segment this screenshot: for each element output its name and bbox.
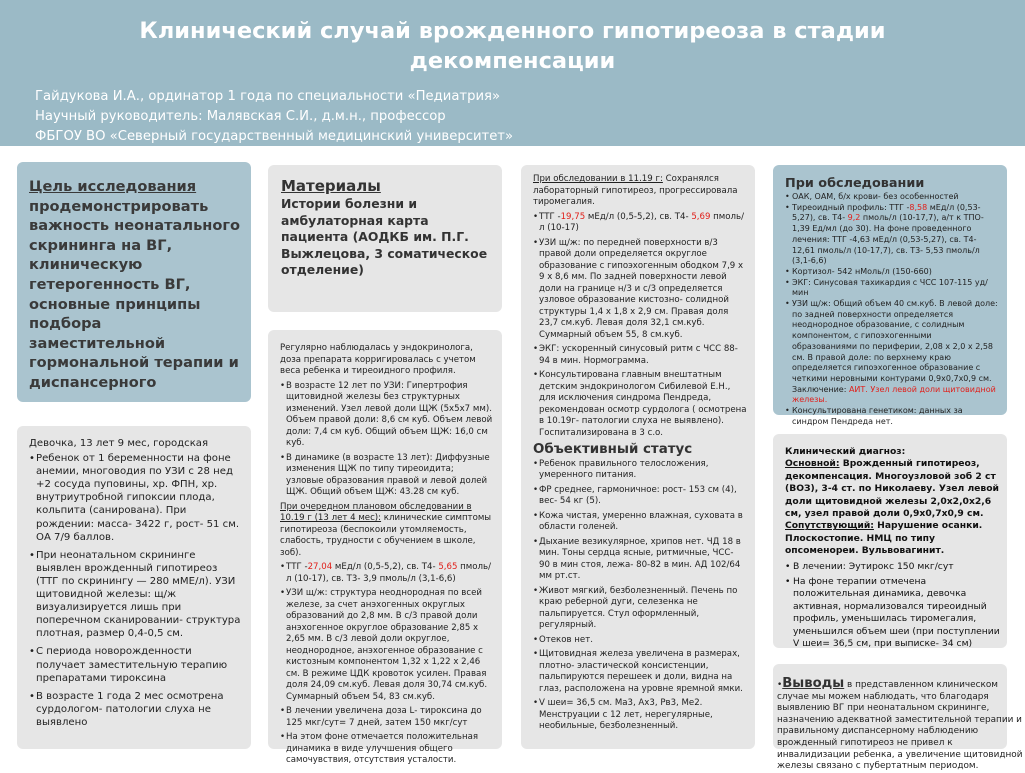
list-item: • ФР среднее, гармоничное: рост- 153 см (4), вес- 54 кг (5).	[533, 485, 747, 508]
list-item: • Кожа чистая, умеренно влажная, суховата в области голеней.	[533, 511, 747, 534]
ultrasound-conclusion: АИТ. Узел левой доли щитовидной железы.	[792, 384, 996, 405]
case-panel	[17, 426, 251, 749]
exam-1119-list	[533, 212, 747, 440]
list-item: • Консультирована генетиком: данных за синдром Пендреда нет.	[785, 406, 999, 427]
examination-panel	[773, 165, 1007, 426]
materials-text: Истории болезни и амбулаторная карта пациента (АОДКБ им. П.Г. Выжлецова, 3 соматическое отделение)	[281, 196, 488, 278]
list-item: • Живот мягкий, безболезненный. Печень по краю реберной дуги, селезенка не пальпируется. Стул оформленный, регулярный.	[533, 586, 747, 632]
list-item: • УЗИ щ/ж: по передней поверхности в/3 правой доли определяется округлое образование с гипоэхогенным ободком 7,9 х 9 х 8,6 мм. По задней поверхности левой доли на границе н/3 и с/3 определяется узловое образование кистозно- солидной структуры 1,4 х 1,8 х 2,9 см. Правая доля 23,7 см.куб. Левая доля 32,1 см.куб. Суммарный объем 55, 8 см.куб.	[533, 238, 747, 342]
t4-value: 9,2	[847, 213, 861, 223]
t4-ref: пмоль/л (10-17)	[539, 211, 744, 233]
list-item: • На этом фоне отмечается положительная динамика в виде улучшения общего самочувствия, отсутствия усталости.	[280, 732, 494, 767]
goal-panel	[17, 162, 251, 402]
examination-list	[785, 192, 999, 427]
t4-ref: пмоль/л (10-17), св. Т3- 3,9 пмоль/л (3,1-6,6)	[286, 562, 491, 584]
author-line: Гайдукова И.А., ординатор 1 года по специальности «Педиатрия»	[35, 89, 501, 104]
conclusions-panel	[773, 664, 1023, 772]
supervisor-line: Научный руководитель: Малявская С.И., д.м.н., профессор	[35, 109, 446, 124]
list-item: • Щитовидная железа увеличена в размерах, плотно- эластической консистенции, пальпируются перешеек и доли, видна на глаз, расположена на уровне яремной ямки.	[533, 649, 747, 695]
followup-exam	[280, 502, 494, 560]
followup-exam-text: клинические симптомы гипотиреоза (беспокоили утомляемость, слабость, трудности с обучением в школе, зоб).	[280, 513, 492, 558]
list-item: • На фоне терапии отмечена положительная динамика, девочка активная, нормализовался тиреоидный профиль, уменьшилась тиромегалия, уменьшился объем шеи (при поступлении V шеи= 36,5 см, при выписке- 34 см)	[785, 576, 1001, 650]
tsh-value: 27,04	[307, 562, 333, 572]
list-item: • В лечении увеличена доза L- тироксина до 125 мкг/сут= 7 дней, затем 150 мкг/сут	[280, 706, 494, 729]
institution-line: ФБГОУ ВО «Северный государственный медицинский университет»	[35, 129, 514, 144]
list-item: • ОАК, ОАМ, б/х крови- без особенностей	[785, 192, 999, 203]
list-item: • В динамике (в возрасте 13 лет): Диффузные изменения ЩЖ по типу тиреоидита; узловые образования правой и левой долей ЩЖ. Общий объем ЩЖ: 43.28 см куб.	[280, 453, 494, 499]
list-item: • Консультирована главным внештатным детским эндокринологом Сибилевой Е.Н., для исключения синдрома Пендреда, рекомендован осмотр сурдолога ( осмотрена в 10.19г- патологии слуха не выявлено). Госпитализирована в 3 с.о.	[533, 370, 747, 439]
diagnosis-main	[785, 458, 1001, 520]
tsh-value: 8,58	[909, 202, 928, 212]
case-intro: Девочка, 13 лет 9 мес, городская	[29, 438, 209, 449]
tsh-ref: мЕд/л (0,5-5,2), св. Т4-	[585, 211, 692, 222]
diagnosis-panel	[773, 434, 1007, 648]
materials-panel	[268, 165, 502, 312]
goal-body: продемонстрировать важность неонатального скрининга на ВГ, клиническую гетерогенность ВГ, основные принципы подбора заместительной гормональной терапии и диспансерного	[29, 197, 241, 391]
poster-header	[0, 0, 1025, 146]
list-item: • ЭКГ: ускоренный синусовый ритм с ЧСС 88-94 в мин. Нормограмма.	[533, 344, 747, 367]
list-item: • В возрасте 12 лет по УЗИ: Гипертрофия щитовидной железы без структурных изменений. Узел левой доли ЩЖ (5х5х7 мм). Объем правой доли: 8,6 см куб. Объем левой доли: 7,4 см куб. Общий объем ЩЖ: 16,0 см куб.	[280, 381, 494, 450]
exam-1119-text: Сохранялся лабораторный гипотиреоз, прогрессировала тиромегалия.	[533, 174, 738, 207]
goal-heading: Цель исследования	[29, 178, 197, 195]
status-list	[533, 459, 747, 733]
list-item: • В лечении: Эутирокс 150 мкг/сут	[785, 561, 1001, 573]
tsh-result	[533, 212, 747, 235]
tsh-label: ТТГ -	[539, 211, 561, 222]
diagnosis-comorbid	[785, 520, 1001, 557]
list-item: • УЗИ щ/ж: структура неоднородная по всей железе, за счет анэхогенных округлых образований до 2,8 мм. В с/3 правой доли анэхогенное округлое образование 2,85 х 2,65 мм. В с/3 левой доли округлое, неоднородное, анэхогенное образование с кистозным компонентом 1,32 х 1,22 х 2,46 см. В режиме ЦДК кровоток усилен. Правая доля 24,09 см.куб. Левая доля 30,74 см.куб. Суммарный объем 54, 83 см.куб.	[280, 588, 494, 703]
case-list	[29, 452, 241, 729]
list-item: • Ребенок правильного телосложения, умеренного питания.	[533, 459, 747, 482]
status-heading: Объективный статус	[533, 442, 693, 457]
list-item: • Дыхание везикулярное, хрипов нет. ЧД 18 в мин. Тоны сердца ясные, ритмичные, ЧСС- 90 в мин стоя, лежа- 80-82 в мин. АД 102/64 мм рт.ст.	[533, 537, 747, 583]
list-item: • При неонатальном скрининге выявлен врожденный гипотиреоз (ТТГ по скринингу — 280 мМЕ/л). УЗИ щитовидной железы: щ/ж визуализируется лишь при поперечном сканировании- структура плотная, размер 0,4-0,5 см.	[29, 549, 241, 641]
list-item: • V шеи= 36,5 см. Ма3, Ах3, Рв3, Ме2. Менструации с 12 лет, нерегулярные, необильные, безболезненный.	[533, 698, 747, 733]
tsh-ref: мЕд/л (0,53-5,27), св. Т4-	[792, 202, 981, 223]
list-item: • ЭКГ: Синусовая тахикардия с ЧСС 107-115 уд/мин	[785, 278, 999, 299]
followup-list-2	[280, 562, 494, 767]
t4-value: 5,69	[691, 211, 711, 222]
list-item: • С периода новорожденности получает заместительную терапию препаратами тироксина	[29, 645, 241, 684]
tsh-label: ТТГ -	[286, 562, 308, 572]
tsh-ref: мЕд/л (0,5-5,2), св. Т4-	[332, 562, 439, 572]
ultrasound-text: УЗИ щ/ж: Общий объем 40 см.куб. В левой доле: по задней поверхности определяется неоднородное образование, с солидным компонентом, с гипоэхогенными образованиями по периферии, 2,08 х 2,0 х 2,58 см. В правой доле: по верхнему краю определяется гипоэхогенное образование с четкими неровными контурами 0,9х0,7х0,9 см. Заключение:	[792, 299, 998, 394]
exam-1119-intro	[533, 174, 747, 209]
diagnosis-main-text: Врожденный гипотиреоз, декомпенсация. Многоузловой зоб 2 ст (ВОЗ), 3-4 ст. по Николаеву. Узел левой доли щитовидной железы 2,0х2,0х2,6 см, узел правой доли 0,9х0,7х0,9 см.	[785, 458, 999, 520]
tsh-value: 19,75	[560, 211, 586, 222]
goal-text	[17, 162, 251, 393]
materials-heading: Материалы	[281, 177, 381, 195]
exam-1119-label: При обследовании в 11.19 г:	[533, 174, 663, 184]
diagnosis-comorbid-text: Нарушение осанки. Плоскостопие. НМЦ по типу опсоменореи. Вульвовагинит.	[785, 520, 983, 557]
profile-rest: пмоль/л (10-17,7), а/т к ТПО- 1,39 Ед/мл (до 30). На фоне проведенного лечения: ТТГ -4,63 мЕд/л (0,53-5,27), св. Т4- 12,61 пмоль/л (10-17,7), св. Т3- 5,53 пмоль/л (3,1-6,6)	[792, 213, 984, 266]
poster-title: Клинический случай врожденного гипотиреоза в стадии декомпенсации	[139, 18, 886, 74]
list-item: • Ребенок от 1 беременности на фоне анемии, многоводия по УЗИ с 28 нед +2 сосуда пуповины, хр. ФПН, хр. внутриутробной гипоксии плода, кольпита (санирована). При рождении: масса- 3422 г, рост- 51 см. ОА 7/9 баллов.	[29, 452, 241, 544]
list-item: • Кортизол- 542 нМоль/л (150-660)	[785, 267, 999, 278]
followup-panel	[268, 330, 502, 765]
exam-status-panel	[521, 165, 755, 749]
tsh-result	[280, 562, 494, 585]
conclusions-body: в представленном клиническом случае мы можем наблюдать, что благодаря выявлению ВГ при неонатальном скрининге, назначению адекватной заместительной терапии и правильному диспансерному наблюдению врожденный гипотиреоз не привел к инвалидизации ребенка, а увеличение щитовидной железы связано с пубертатным периодом.	[777, 680, 1023, 772]
ultrasound-result	[785, 299, 999, 406]
followup-list	[280, 381, 494, 499]
tsh-label: Тиреоидный профиль: ТТГ -	[792, 202, 910, 212]
diagnosis-title: Клинический диагноз:	[785, 446, 906, 457]
followup-exam-label: При очередном плановом обследовании в 10.19 г (13 лет 4 мес):	[280, 501, 472, 523]
diagnosis-comorbid-label: Сопутствующий:	[785, 520, 874, 532]
examination-heading: При обследовании	[785, 176, 925, 191]
thyroid-profile	[785, 203, 999, 267]
list-item: • Отеков нет.	[533, 635, 747, 647]
conclusions-heading: Выводы	[782, 676, 845, 691]
diagnosis-main-label: Основной:	[785, 458, 840, 470]
t4-value: 5,65	[438, 562, 458, 572]
list-item: • В возрасте 1 года 2 мес осмотрена сурдологом- патологии слуха не выявлено	[29, 690, 241, 729]
authors-block	[35, 87, 513, 147]
followup-intro: Регулярно наблюдалась у эндокринолога, доза препарата корригировалась с учетом веса ребенка и тиреоидного профиля.	[280, 343, 476, 376]
diagnosis-list	[785, 561, 1001, 651]
conclusions-text: •Выводы в представленном клиническом случае мы можем наблюдать, что благодаря выявлению ВГ при неонатальном скрининге, назначению адекватной заместительной терапии и правильному диспансерному наблюдению врожденный гипотиреоз не привел к инвалидизации ребенка, а увеличение щитовидной железы связано с пубертатным периодом.	[777, 676, 1023, 772]
